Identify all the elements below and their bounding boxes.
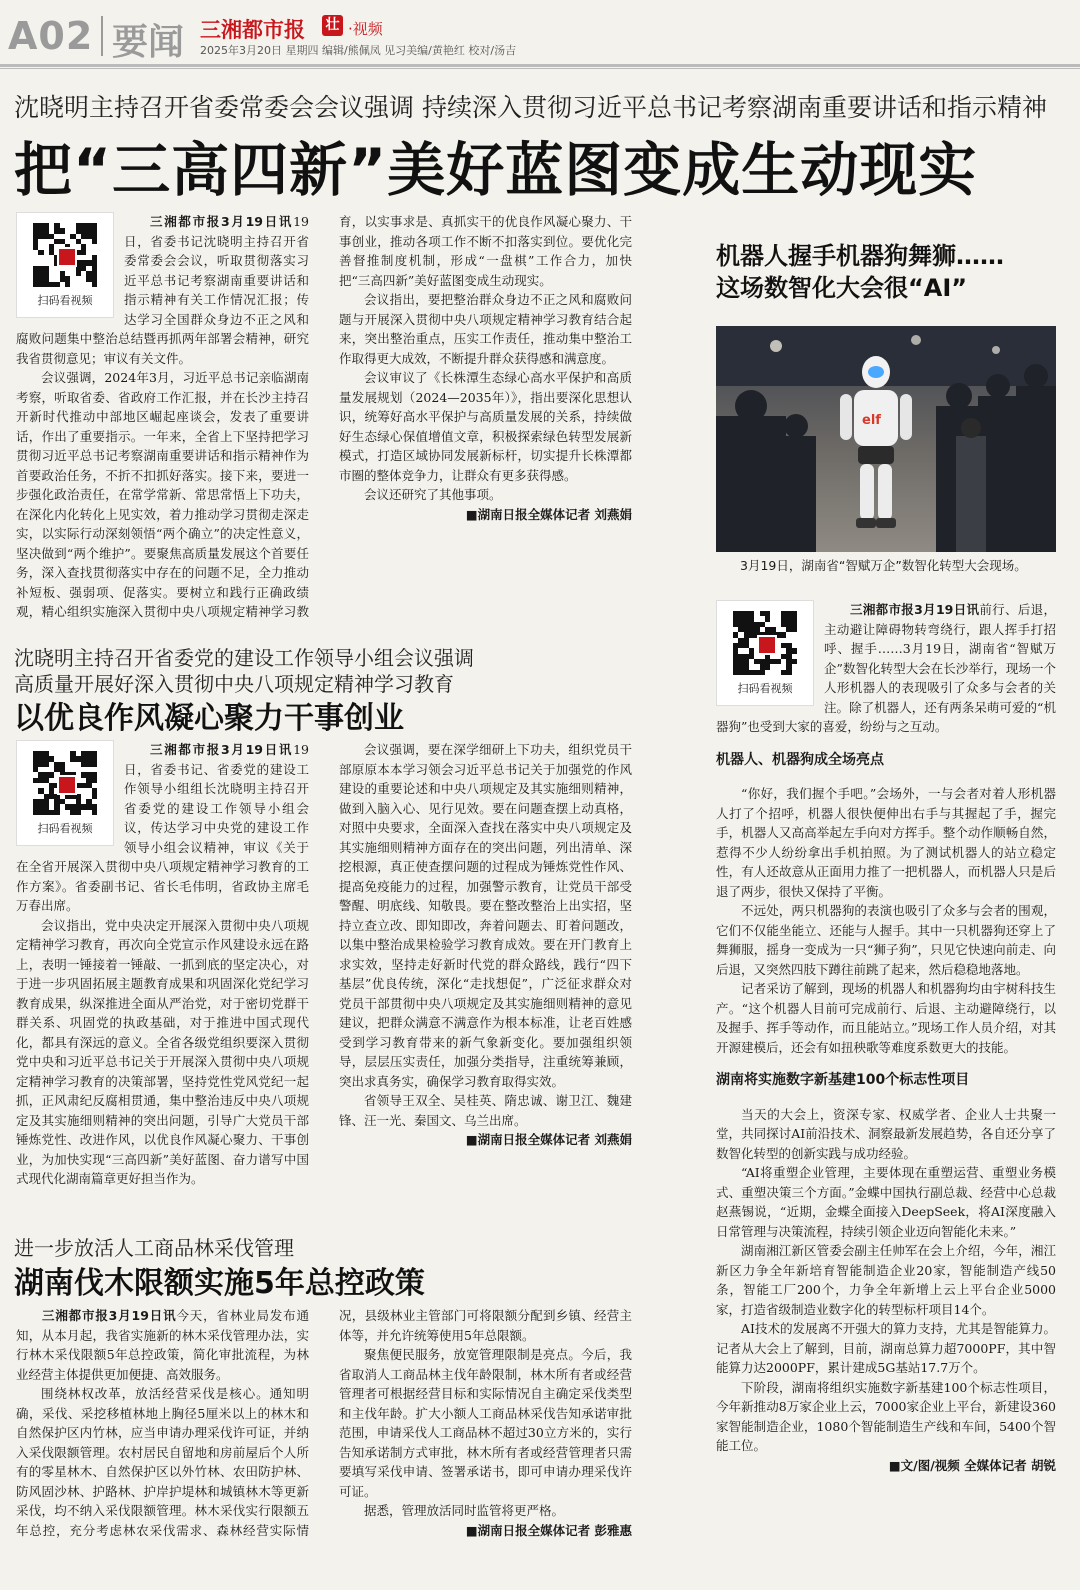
article4-para: “你好，我们握个手吧。”会场外，一与会者对着人形机器人打了个招呼，机器人很快便伸出右手与其握起了手，握完手，机器人又高高举起左手向对方挥手。整个动作顺畅自然，惹得不少人纷纷拿出手机拍照。为了测试机器人的站立稳定性，有人还故意从正面用力推了一把机器人，而机器人只是后退了两步，很快又保持了平衡。: [716, 786, 1056, 899]
article2-body: [16, 740, 632, 1210]
article2-para: 省领导王双全、吴桂英、隋忠诚、谢卫江、魏建锋、汪一光、秦国文、乌兰出席。: [339, 1093, 632, 1128]
header-rule-thin: [0, 68, 1080, 69]
article4-para: 不远处，两只机器狗的表演也吸引了众多与会者的围观，它们不仅能坐能立、还能与人握手。其中一只机器狗还穿上了舞狮服，摇身一变成为一只“狮子狗”，只见它快速向前走、向后退，又突然四肢下蹲往前跳了起来，然后稳稳地落地。: [716, 903, 1056, 977]
article1-title: 把“三高四新”美好蓝图变成生动现实: [14, 136, 978, 204]
article2-kicker: 沈晓明主持召开省委党的建设工作领导小组会议强调: [14, 646, 474, 670]
qr-code-icon: [33, 223, 97, 287]
article2-dateline: 三湘都市报3月19日讯: [150, 742, 294, 757]
article3-para: 围绕林权改革，放活经营采伐是核心。通知明确，采伐、采挖移植林地上胸径5厘米以上的林木和自然保护区内竹林，应当申请办理采伐许可证，并纳入采伐限额管理。农村居民自留地和房前屋后个人所有的零星林木、自然保护区以外竹林、农田防护林、防风固沙林、护路林、护岸护堤林和城镇林木等更新采伐，均不纳入采伐限额管理。林木采伐实行限额五年总控，充分考虑林农采伐需求、森林经营实际情况，县级林业主管部门可将限额分配到乡镇、经营主体等，并允许统筹使用5年总限额。: [16, 1308, 632, 1538]
header-divider: [101, 16, 103, 56]
article3-dateline: 三湘都市报3月19日讯: [42, 1308, 177, 1323]
article3-kicker: 进一步放活人工商品林采伐管理: [14, 1236, 294, 1260]
robot-chest-logo: elf: [862, 413, 881, 428]
article4-qr[interactable]: [716, 600, 814, 706]
video-tag: ·视频: [348, 20, 383, 38]
article1-kicker: 沈晓明主持召开省委常委会会议强调 持续深入贯彻习近平总书记考察湖南重要讲话和指示精神: [14, 93, 1047, 122]
article1-qr[interactable]: [16, 212, 114, 318]
page-number: A02: [8, 14, 94, 58]
article4-body: [716, 600, 1056, 1572]
robot-photo-image: [716, 326, 1056, 552]
article4-para: 记者采访了解到，现场的机器人和机器狗均由宇树科技生产。“这个机器人目前可完成前行、后退、主动避障绕行，以及握手、挥手等动作，而且能站立。”现场工作人员介绍，对其开源建模后，还会有如扭秧歌等难度系数更大的技能。: [716, 981, 1056, 1055]
article3-body: [16, 1306, 632, 1568]
article2-qr[interactable]: [16, 740, 114, 846]
article4-dateline: 三湘都市报3月19日讯: [850, 602, 980, 617]
article3-para: 聚焦便民服务，放宽管理限制是亮点。今后，我省取消人工商品林主伐年龄限制，林木所有者或经营管理者可根据经营目标和实际情况自主确定采伐类型和主伐年龄。扩大小额人工商品林采伐告知承诺审批范围，申请采伐人工商品林不超过30立方米的，实行告知承诺制方式审批，林木所有者或经营管理者只需要填写采伐申请、签署承诺书，即可申请办理采伐许可证。: [339, 1347, 632, 1499]
article2-para: 会议强调，要在深学细研上下功夫，组织党员干部原原本本学习领会习近平总书记关于加强党的作风建设的重要论述和中央八项规定及其实施细则精神，做到入脑入心、见行见效。要在问题查摆上动真格，对照中央要求，全面深入查找在落实中央八项规定及其实施细则精神方面存在的突出问题，列出清单、深挖根源，真正使查摆问题的过程成为锤炼党性作风、提高免疫能力的过程，加强警示教育，让党员干部受警醒、明底线、知敬畏。要在整改整治上出实招，坚持立查立改、即知即改，奔着问题去、盯着问题改，以集中整治成果检验学习教育成效。要在开门教育上求实效，坚持走好新时代党的群众路线，践行“四下基层”优良传统，深化“走找想促”，广泛征求群众对党员干部贯彻中央八项规定及其实施细则精神的意见建议，把群众满意不满意作为根本标准，让老百姓感受到学习教育带来的新气象新变化。要加强组织领导，层层压实责任，加强分类指导，注重统筹兼顾，突出求真务实，确保学习教育取得实效。: [339, 742, 632, 1089]
article1-byline: ■湖南日报全媒体记者 刘燕娟: [465, 506, 632, 522]
article2-kicker: 高质量开展好深入贯彻中央八项规定精神学习教育: [14, 672, 454, 696]
article2-para: 19日，省委书记、省委党的建设工作领导小组组长沈晓明主持召开省委党的建设工作领导小组会议，传达学习中央党的建设工作领导小组会议精神，审议《关于在全省开展深入贯彻中央八项规定精神学习教育的工作方案》。省委副书记、省长毛伟明，省政协主席毛万春出席。: [16, 742, 309, 913]
section-name: 要闻: [112, 22, 185, 63]
article4-para: 下阶段，湖南将组织实施数字新基建100个标志性项目，今年新推动8万家企业上云，7000家企业上平台，新建设360家智能制造企业，1080个智能制造生产线和车间，5400个智能工位。: [716, 1379, 1056, 1453]
article3-byline: ■湖南日报全媒体记者 彭雅惠: [465, 1522, 632, 1538]
article4-subhead: 湖南将实施数字新基建100个标志性项目: [716, 1072, 970, 1088]
article4-title: 这场数智化大会很“AI”: [716, 274, 968, 302]
qr-code-icon: [33, 751, 97, 815]
qr-label: 扫码看视频: [37, 294, 93, 307]
article1-body: [16, 212, 632, 622]
article4-title: 机器人握手机器狗舞狮……: [716, 242, 1004, 270]
robot-photo: [716, 326, 1056, 552]
article3-para: 据悉，管理放活同时监管将更严格。: [364, 1503, 565, 1518]
article4-para: 前行、后退，主动避让障碍物转弯绕行，跟人挥手打招呼、握手……3月19日，湖南省“智赋万企”数智化转型大会在长沙举行，现场一个人形机器人的表现吸引了众多与会者的关注。除了机器人，还有两条呆萌可爱的“机器狗”也受到大家的喜爱，纷纷与之互动。: [716, 602, 1056, 734]
article1-para: 会议强调，2024年3月，习近平总书记亲临湖南考察，听取省委、省政府工作汇报，并在长沙主持召开新时代推动中部地区崛起座谈会，发表了重要讲话，作出了重要指示。一年来，全省上下坚持把学习贯彻习近平总书记考察湖南重要讲话和指示精神作为首要政治任务，不折不扣抓好落实。接下来，要进一步强化政治责任，在常学常新、常思常悟上下功夫，在深化内化转化上见实效，着力推动学习贯彻走深走实，以实际行动深刻领悟“两个确立”的决定性意义，坚决做到“两个维护”。要聚焦高质量发展这个首要任务，深入查找贯彻落实中存在的问题不足，全力推动补短板、强弱项、促落实。要树立和践行正确政绩观，精心组织实施深入贯彻中央八项规定精神学习教育，以实事求是、真抓实干的优良作风凝心聚力、干事创业，推动各项工作不断不扣落实到位。要优化完善督推制度机制，形成“一盘棋”工作合力，加快把“三高四新”美好蓝图变成生动现实。: [16, 214, 632, 619]
article1-dateline: 三湘都市报3月19日讯: [150, 214, 294, 229]
article1-para: 会议指出，要把整治群众身边不正之风和腐败问题与开展深入贯彻中央八项规定精神学习教育结合起来，突出整治重点，压实工作责任，推动集中整治工作取得更大成效，不断提升群众获得感和满意度。: [339, 292, 632, 366]
header-rule: [0, 64, 1080, 67]
qr-label: 扫码看视频: [37, 822, 93, 835]
article2-para: 会议指出，党中央决定开展深入贯彻中央八项规定精神学习教育，再次向全党宣示作风建设永远在路上，表明一锤接着一锤敲、一抓到底的坚定决心，对于进一步巩固拓展主题教育成果和巩固深化党纪学习教育成果，纵深推进全面从严治党，对于密切党群干群关系、巩固党的执政基础，对于推进中国式现代化，都具有深远的意义。全省各级党组织要深入贯彻党中央和习近平总书记关于开展深入贯彻中央八项规定精神学习教育的决策部署，坚持党性党风党纪一起抓，正风肃纪反腐相贯通，集中整治违反中央八项规定及其实施细则精神的突出问题，引导广大党员干部锤炼党性、改进作风，以优良作风凝心聚力、干事创业，为加快实现“三高四新”美好蓝图、奋力谱写中国式现代化湖南篇章更好担当作为。: [16, 917, 309, 1186]
issue-meta: 2025年3月20日 星期四 编辑/熊佩凤 见习美编/黄艳红 校对/汤吉: [200, 44, 517, 57]
article4-para: “AI将重塑企业管理，主要体现在重塑运营、重塑业务模式、重塑决策三个方面。”金蝶中国执行副总裁、经营中心总裁赵燕锡说，“近期，金蝶全面接入DeepSeek，将AI深度融入日常管理与决策流程，持续引领企业迈向智能化未来。”: [716, 1165, 1056, 1239]
qr-label: 扫码看视频: [737, 682, 793, 695]
article1-para: 会议还研究了其他事项。: [364, 487, 502, 502]
article4-para: AI技术的发展离不开强大的算力支持，尤其是智能算力。记者从大会上了解到，目前，湖南总算力超7000PF，其中智能算力达2000PF，累计建成5G基站17.7万个。: [716, 1321, 1056, 1375]
article1-para: 19日，省委书记沈晓明主持召开省委常委会会议，听取贯彻落实习近平总书记考察湖南重要讲话和指示精神有关工作情况汇报；传达学习全国群众身边不正之风和腐败问题集中整治总结暨再抓两年部署会精神，研究我省贯彻意见；审议有关文件。: [16, 214, 309, 366]
newspaper-brand: 三湘都市报: [200, 18, 305, 42]
article4-para: 湖南湘江新区管委会副主任帅军在会上介绍，今年，湘江新区力争全年新培育智能制造企业20家，智能制造产线50条，智能工厂200个，力争全年新增上云上平台企业5000家，打造省级制造业数字化的转型标杆项目14个。: [716, 1243, 1056, 1317]
article3-title: 湖南伐木限额实施5年总控政策: [14, 1266, 425, 1301]
article2-title: 以优良作风凝心聚力干事创业: [14, 701, 404, 736]
article4-para: 当天的大会上，资深专家、权威学者、企业人士共聚一堂，共同探讨AI前沿技术、洞察最新发展趋势，各自还分享了数智化转型的创新实践与成功经验。: [716, 1106, 1056, 1161]
article4-byline: ■文/图/视频 全媒体记者 胡锐: [888, 1457, 1056, 1473]
article2-byline: ■湖南日报全媒体记者 刘燕娟: [465, 1132, 632, 1147]
article1-para: 会议审议了《长株潭生态绿心高水平保护和高质量发展规划（2024—2035年）》，指出要深化思想认识，统筹好高水平保护与高质量发展的关系，持续做好生态绿心保值增值文章，积极探索绿色转型发展新模式，打造区域协同发展新标杆，切实提升长株潭都市圈的整体竞争力，让群众有更多获得感。: [339, 370, 632, 483]
article4-subhead: 机器人、机器狗成全场亮点: [716, 751, 884, 768]
photo-caption: 3月19日，湖南省“智赋万企”数智化转型大会现场。: [740, 558, 1027, 573]
qr-code-icon: [733, 611, 797, 675]
brand-logo-icon: 壮: [322, 15, 343, 36]
article3-para: 今天，省林业局发布通知，从本月起，我省实施新的林木采伐管理办法，实行林木采伐限额5年总控政策，简化审批流程，为林业经营主体提供更加便捷、高效服务。: [16, 1308, 309, 1382]
